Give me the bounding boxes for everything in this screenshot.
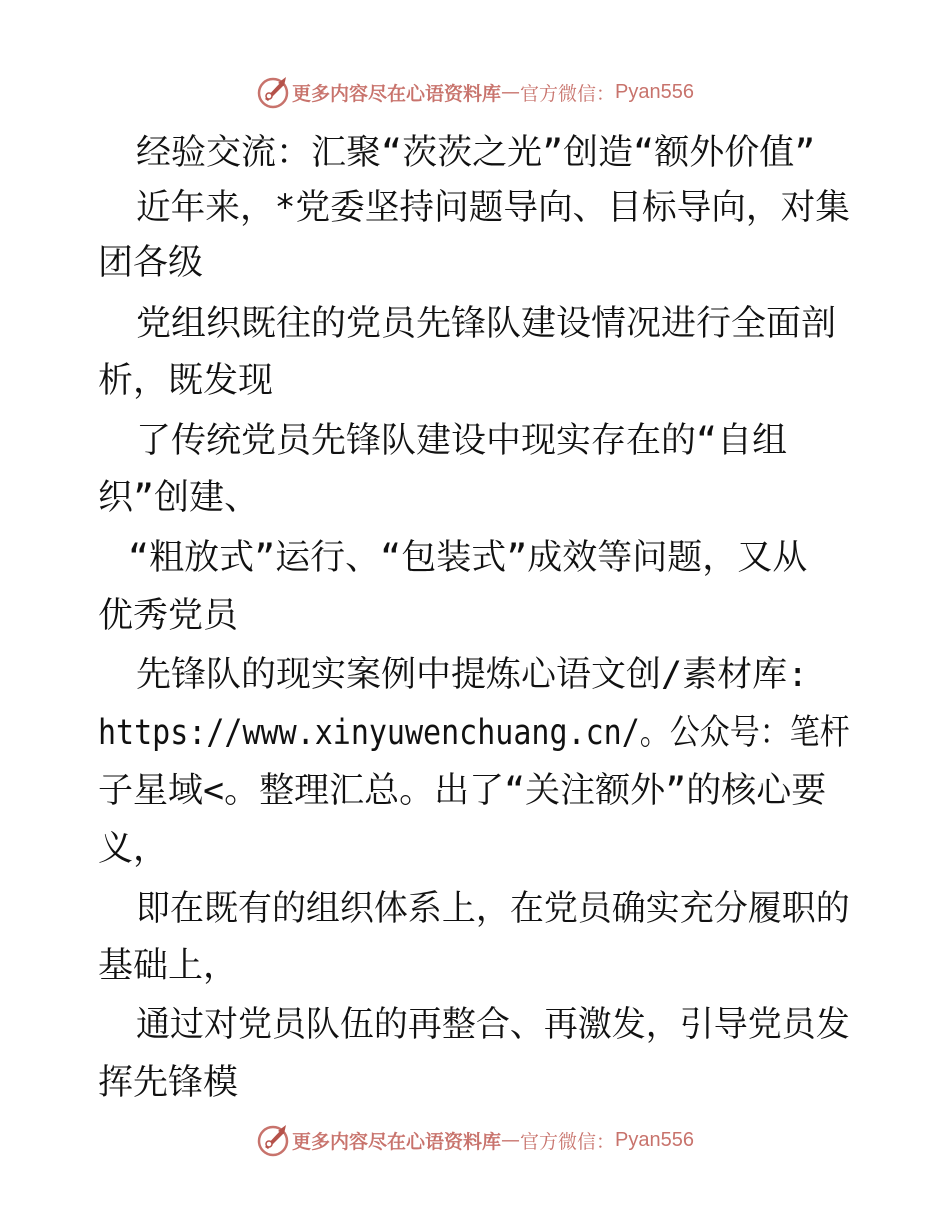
doc-line: 织”创建、 <box>98 478 260 518</box>
doc-line: 通过对党员队伍的再整合、再激发，引导党员发 <box>136 1005 850 1045</box>
quill-circle-logo-icon <box>256 1123 290 1157</box>
doc-line: 党组织既往的党员先锋队建设情况进行全面剖 <box>136 304 837 344</box>
banner-main-text: 更多内容尽在心语资料库 <box>292 82 502 105</box>
doc-line: 子星域<。整理汇总。出了“关注额外”的核心要 <box>98 771 827 811</box>
doc-line-title: 经验交流：汇聚“茨茨之光”创造“额外价值” <box>136 133 816 173</box>
banner-separator: — <box>501 81 521 103</box>
banner-separator: — <box>501 1129 521 1151</box>
doc-line: 近年来，*党委坚持问题导向、目标导向，对集 <box>136 188 850 228</box>
banner-wechat-id: Pyan556 <box>615 1128 694 1151</box>
doc-line: 基础上， <box>98 946 239 986</box>
banner-wechat-id: Pyan556 <box>615 80 694 103</box>
doc-line: “粗放式”运行、“包装式”成效等问题，又从 <box>128 538 808 578</box>
doc-line: 即在既有的组织体系上，在党员确实充分履职的 <box>136 889 850 929</box>
banner-wechat-label: 官方微信： <box>520 82 616 105</box>
doc-line: 义， <box>98 829 169 869</box>
doc-line: 优秀党员 <box>98 596 239 636</box>
header-watermark-banner <box>0 72 950 112</box>
quill-circle-logo-icon <box>256 75 290 109</box>
doc-line: 析，既发现 <box>98 361 274 401</box>
doc-line: 团各级 <box>98 243 204 283</box>
doc-line-link: https://www.xinyuwenchuang.cn/。公众号：笔杆 <box>98 713 850 753</box>
banner-wechat-label: 官方微信： <box>520 1130 616 1153</box>
footer-watermark-banner <box>0 1120 950 1160</box>
banner-main-text: 更多内容尽在心语资料库 <box>292 1130 502 1153</box>
doc-line: 挥先锋模 <box>98 1063 239 1103</box>
doc-line: 先锋队的现实案例中提炼心语文创/素材库: <box>136 655 809 695</box>
doc-line: 了传统党员先锋队建设中现实存在的“自组 <box>136 421 788 461</box>
